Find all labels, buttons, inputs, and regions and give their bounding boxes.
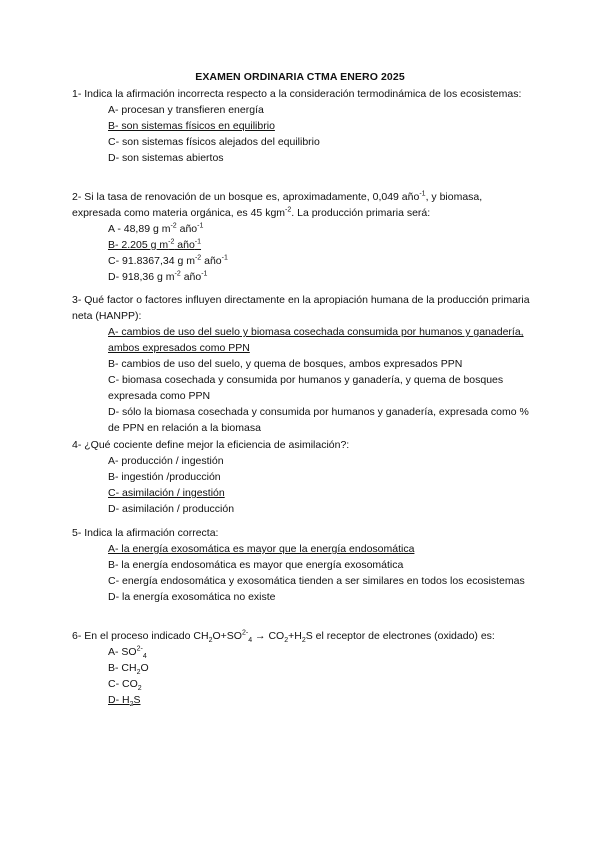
q1-option-a: A- procesan y transfieren energía: [108, 104, 264, 116]
q3-option-a: A- cambios de uso del suelo y biomasa cosechada consumida por humanos y ganadería, ambos expresados como PPN: [108, 326, 524, 354]
q3-option-b: B- cambios de uso del suelo, y quema de bosques, ambos expresados PPN: [108, 358, 463, 370]
question-3-options: [72, 324, 532, 436]
question-3-text: 3- Qué factor o factores influyen directamente en la apropiación humana de la producción primaria neta (HANPP):: [72, 294, 530, 322]
q5-option-a: A- la energía exosomática es mayor que la energía endosomática: [108, 543, 415, 555]
question-1: [72, 86, 532, 166]
q1-option-b: B- son sistemas físicos en equilibrio: [108, 120, 275, 132]
question-6-options: [72, 644, 532, 708]
q4-option-d: D- asimilación / producción: [108, 503, 235, 515]
question-5: [72, 525, 532, 605]
q6-option-a: A- $SO^{2-}_4$: [108, 645, 147, 661]
q4-option-c: C- asimilación / ingestión: [108, 487, 225, 499]
q3-option-d: D- sólo la biomasa cosechada y consumida por humanos y ganadería, expresada como % de PPN en relación a la biomasa: [108, 406, 529, 434]
q4-option-b: B- ingestión /producción: [108, 471, 221, 483]
q2-option-a: A - 48,89 g $m^{-2}$ año$^{-1}$: [108, 222, 204, 235]
q2-option-c: C- 91.8367,34 g $m^{-2}$ año$^{-1}$: [108, 254, 228, 267]
q2-option-d: D- 918,36 g $m^{-2}$ año$^{-1}$: [108, 270, 208, 283]
question-3: [72, 292, 532, 436]
question-6: [72, 628, 532, 708]
q4-option-a: A- producción / ingestión: [108, 455, 224, 467]
q5-option-c: C- energía endosomática y exosomática tienden a ser similares en todos los ecosistemas: [108, 575, 525, 587]
question-1-options: [72, 102, 532, 166]
question-6-text: 6- En el proceso indicado $CH_2O+SO^{2-}_4 \to CO_2+H_2S$ el receptor de electrones (oxidado) es:: [72, 629, 495, 645]
q6-option-b: B- $CH_2O$: [108, 662, 149, 677]
q6-option-c: C- $CO_2$: [108, 678, 142, 693]
q6-option-d: D- $H_2S$: [108, 694, 141, 709]
question-5-text: 5- Indica la afirmación correcta:: [72, 527, 219, 539]
q5-option-d: D- la energía exosomática no existe: [108, 591, 276, 603]
question-4-options: [72, 453, 532, 517]
q3-option-c: C- biomasa cosechada y consumida por humanos y ganadería, y quema de bosques expresada como PPN: [108, 374, 504, 402]
q5-option-b: B- la energía endosomática es mayor que energía exosomática: [108, 559, 404, 571]
q2-option-b: B- 2.205 g $m^{-2}$ año$^{-1}$: [108, 238, 202, 251]
exam-title: EXAMEN ORDINARIA CTMA ENERO 2025: [195, 71, 405, 83]
question-1-text: 1- Indica la afirmación incorrecta respecto a la consideración termodinámica de los ecosistemas:: [72, 88, 522, 100]
question-2-options: [72, 221, 532, 285]
question-4-text: 4- ¿Qué cociente define mejor la eficiencia de asimilación?:: [72, 439, 350, 451]
q1-option-c: C- son sistemas físicos alejados del equilibrio: [108, 136, 320, 148]
q1-option-d: D- son sistemas abiertos: [108, 152, 224, 164]
question-4: [72, 437, 532, 517]
question-2-text: 2- Si la tasa de renovación de un bosque es, aproximadamente, 0,049 año$^{-1}$, y biomasa, expresada como materia orgánica, es 45 kgm$^{-2}$. La producción primaria será:: [72, 190, 483, 219]
question-2: [72, 189, 532, 285]
question-5-options: [72, 541, 532, 605]
